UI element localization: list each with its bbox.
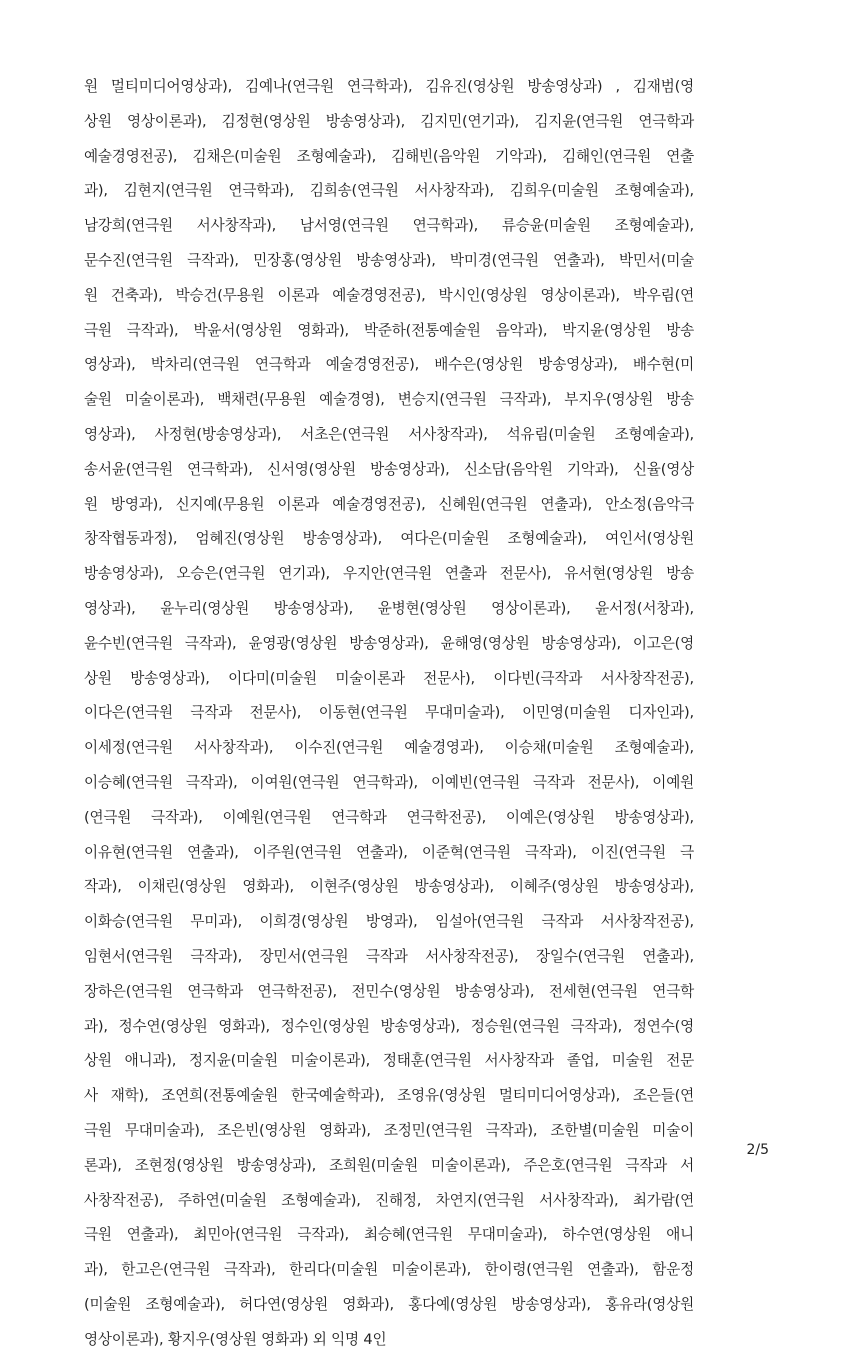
text-line: 상원 방송영상과), 이다미(미술원 미술이론과 전문사), 이다빈(극작과 서사창작전공),: [84, 669, 694, 687]
text-line: 원 건축과), 박승건(무용원 이론과 예술경영전공), 박시인(영상원 영상이론과), 박우림(연: [84, 286, 694, 304]
text-line: (미술원 조형예술과), 허다연(영상원 영화과), 홍다예(영상원 방송영상과), 홍유라(영상원: [84, 1295, 694, 1313]
text-line: 남강희(연극원 서사창작과), 남서영(연극원 연극학과), 류승윤(미술원 조형예술과),: [84, 217, 694, 235]
text-line: 영상과), 박차리(연극원 연극학과 예술경영전공), 배수은(영상원 방송영상과), 배수현(미: [84, 356, 694, 374]
text-line: 장하은(연극원 연극학과 연극학전공), 전민수(영상원 방송영상과), 전세현(연극원 연극학: [84, 982, 694, 1000]
text-line: 이세정(연극원 서사창작과), 이수진(연극원 예술경영과), 이승채(미술원 조형예술과),: [84, 739, 694, 757]
text-line: 임현서(연극원 극작과), 장민서(연극원 극작과 서사창작전공), 장일수(연극원 연출과),: [84, 947, 694, 965]
page-number: 2/5: [746, 1142, 769, 1158]
text-line: 원 방영과), 신지예(무용원 이론과 예술경영전공), 신혜원(연극원 연출과), 안소정(음악극: [84, 495, 694, 513]
text-line: 영상과), 사정현(방송영상과), 서초은(연극원 서사창작과), 석유림(미술원 조형예술과),: [84, 425, 694, 443]
text-line: 송서윤(연극원 연극학과), 신서영(영상원 방송영상과), 신소담(음악원 기악과), 신율(영상: [84, 460, 694, 478]
text-line: 이승혜(연극원 극작과), 이여원(연극원 연극학과), 이예빈(연극원 극작과 전문사), 이예원: [84, 773, 694, 791]
text-line: 영상이론과), 황지우(영상원 영화과) 외 익명 4인: [84, 1330, 387, 1348]
text-line: 과), 김현지(연극원 연극학과), 김희송(연극원 서사창작과), 김희우(미술원 조형예술과),: [84, 182, 694, 200]
signatory-list: [84, 70, 694, 1357]
text-line: 이다은(연극원 극작과 전문사), 이동현(연극원 무대미술과), 이민영(미술원 디자인과),: [84, 704, 694, 722]
text-line: 방송영상과), 오승은(연극원 연기과), 우지안(연극원 연출과 전문사), 유서현(영상원 방송: [84, 565, 694, 583]
text-line: 과), 한고은(연극원 극작과), 한리다(미술원 미술이론과), 한이령(연극원 연출과), 함운정: [84, 1261, 694, 1279]
text-line: 예술경영전공), 김채은(미술원 조형예술과), 김해빈(음악원 기악과), 김해인(연극원 연출: [84, 147, 694, 165]
text-line: (연극원 극작과), 이예원(연극원 연극학과 연극학전공), 이예은(영상원 방송영상과),: [84, 808, 694, 826]
text-line: 창작협동과정), 엄혜진(영상원 방송영상과), 여다은(미술원 조형예술과), 여인서(영상원: [84, 530, 694, 548]
text-line: 술원 미술이론과), 백채련(무용원 예술경영), 변승지(연극원 극작과), 부지우(영상원 방송: [84, 391, 694, 409]
text-line: 론과), 조현정(영상원 방송영상과), 조희원(미술원 미술이론과), 주은호(연극원 극작과 서: [84, 1156, 694, 1174]
text-line: 윤수빈(연극원 극작과), 윤영광(영상원 방송영상과), 윤해영(영상원 방송영상과), 이고은(영: [84, 634, 694, 652]
text-line: 이유현(연극원 연출과), 이주원(연극원 연출과), 이준혁(연극원 극작과), 이진(연극원 극: [84, 843, 694, 861]
text-line: 상원 영상이론과), 김정현(영상원 방송영상과), 김지민(연기과), 김지윤(연극원 연극학과: [84, 112, 694, 130]
text-line: 극원 연출과), 최민아(연극원 극작과), 최승혜(연극원 무대미술과), 하수연(영상원 애니: [84, 1226, 694, 1244]
text-line: 원 멀티미디어영상과), 김예나(연극원 연극학과), 김유진(영상원 방송영상과) , 김재범(영: [84, 78, 694, 95]
text-line: 영상과), 윤누리(영상원 방송영상과), 윤병현(영상원 영상이론과), 윤서정(서창과),: [84, 599, 694, 617]
text-line: 사창작전공), 주하연(미술원 조형예술과), 진해정, 차연지(연극원 서사창작과), 최가람(연: [84, 1191, 694, 1209]
text-line: 상원 애니과), 정지윤(미술원 미술이론과), 정태훈(연극원 서사창작과 졸업, 미술원 전문: [84, 1052, 694, 1070]
text-line: 과), 정수연(영상원 영화과), 정수인(영상원 방송영상과), 정승원(연극원 극작과), 정연수(영: [84, 1017, 694, 1035]
text-line: 극원 극작과), 박윤서(영상원 영화과), 박준하(전통예술원 음악과), 박지윤(영상원 방송: [84, 321, 694, 339]
text-line: 이화승(연극원 무미과), 이희경(영상원 방영과), 임설아(연극원 극작과 서사창작전공),: [84, 913, 694, 931]
text-line: 사 재학), 조연희(전통예술원 한국예술학과), 조영유(영상원 멀티미디어영상과), 조은들(연: [84, 1087, 694, 1105]
text-line: 극원 무대미술과), 조은빈(영상원 영화과), 조정민(연극원 극작과), 조한별(미술원 미술이: [84, 1121, 694, 1139]
text-line: 작과), 이채린(영상원 영화과), 이현주(영상원 방송영상과), 이혜주(영상원 방송영상과),: [84, 878, 694, 896]
text-line: 문수진(연극원 극작과), 민장홍(영상원 방송영상과), 박미경(연극원 연출과), 박민서(미술: [84, 251, 694, 269]
